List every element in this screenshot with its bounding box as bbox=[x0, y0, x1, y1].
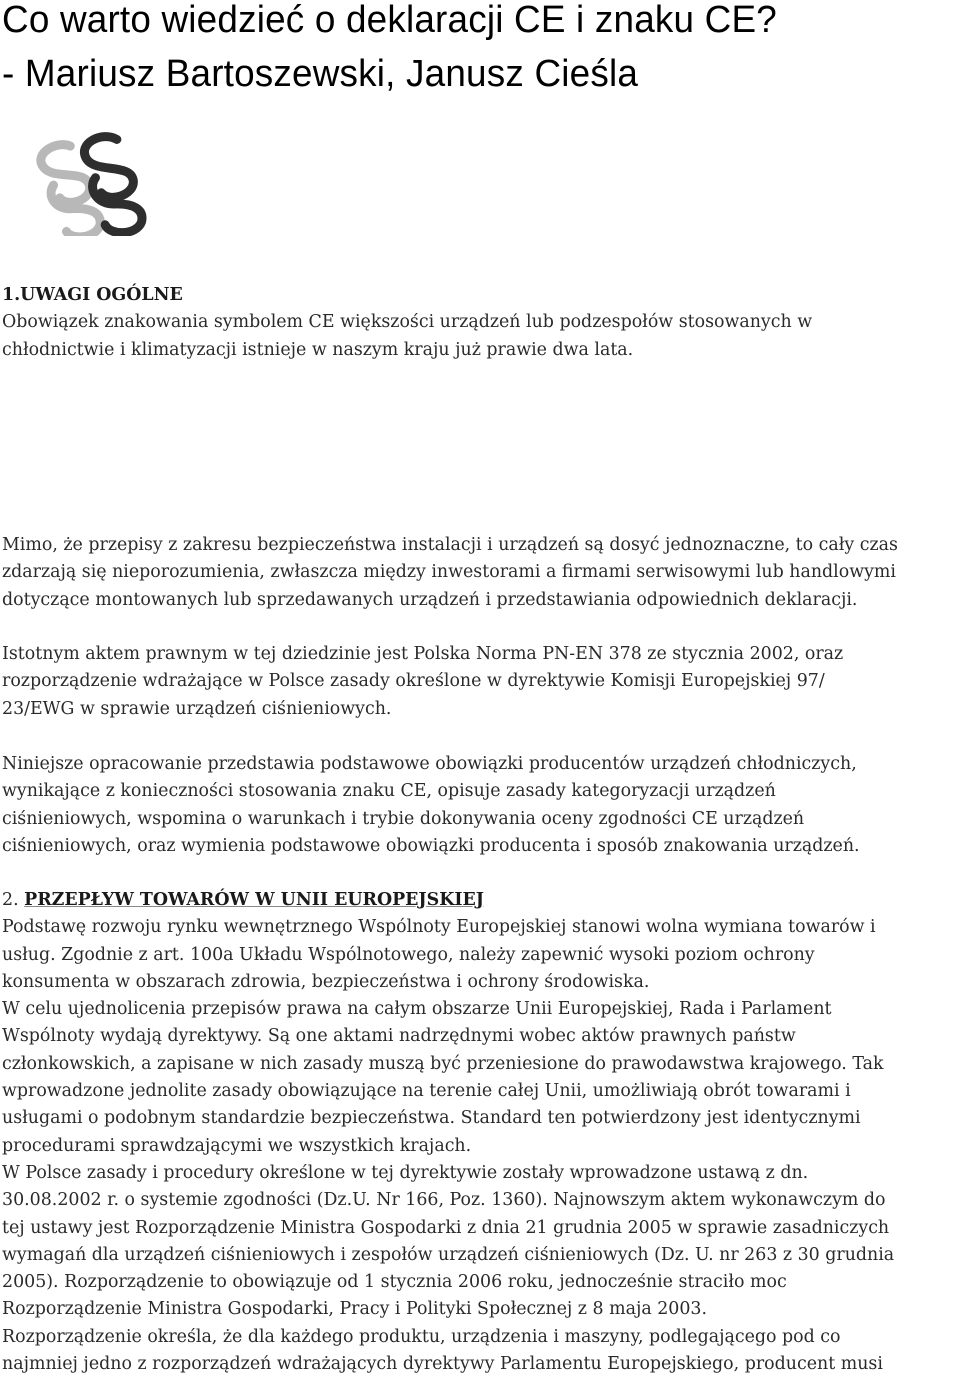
text-line: W Polsce zasady i procedury określone w tej dyrektywie zostały wprowadzone ustawą z dn. bbox=[2, 1162, 809, 1183]
section-1-paragraph bbox=[2, 309, 958, 364]
text-line: usług. Zgodnie z art. 100a Układu Wspólnotowego, należy zapewnić wysoki poziom ochrony bbox=[2, 944, 815, 965]
text-line: Podstawę rozwoju rynku wewnętrznego Wspólnoty Europejskiej stanowi wolna wymiana towarów i bbox=[2, 917, 876, 938]
paragraph-3 bbox=[2, 641, 958, 723]
text-line: ciśnieniowych, wspomina o warunkach i trybie dokonywania oceny zgodności CE urządzeń bbox=[2, 808, 805, 829]
section-2-number: 2. bbox=[2, 890, 25, 910]
text-line: Niniejsze opracowanie przedstawia podstawowe obowiązki producentów urządzeń chłodniczych, bbox=[2, 754, 857, 774]
text-line: Mimo, że przepisy z zakresu bezpieczeństwa instalacji i urządzeń są dosyć jednoznaczne, to cały czas bbox=[2, 535, 898, 555]
text-line: procedurami sprawdzającymi we wszystkich krajach. bbox=[2, 1135, 472, 1156]
text-line: konsumenta w obszarach zdrowia, bezpieczeństwa i ochrony środowiska. bbox=[2, 971, 650, 992]
text-line: 23/EWG w sprawie urządzeń ciśnieniowych. bbox=[2, 698, 392, 719]
text-line: chłodnictwie i klimatyzacji istnieje w naszym kraju już prawie dwa lata. bbox=[2, 339, 634, 360]
text-line: rozporządzenie wdrażające w Polsce zasady określone w dyrektywie Komisji Europejskiej 97/ bbox=[2, 671, 825, 692]
text-line: członkowskich, a zapisane w nich zasady muszą być przeniesione do prawodawstwa krajowego. Tak bbox=[2, 1053, 884, 1074]
text-line: 30.08.2002 r. o systemie zgodności (Dz.U. Nr 166, Poz. 1360). Najnowszym aktem wykonawczym do bbox=[2, 1190, 886, 1211]
paragraph-section-sign-icon bbox=[26, 128, 164, 236]
text-line: wynikające z konieczności stosowania znaku CE, opisuje zasady kategoryzacji urządzeń bbox=[2, 781, 776, 802]
paragraph-2 bbox=[2, 532, 958, 614]
section-2-heading-text: PRZEPŁYW TOWARÓW W UNII EUROPEJSKIEJ bbox=[24, 890, 484, 910]
text-line: 2005). Rozporządzenie to obowiązuje od 1 stycznia 2006 roku, jednocześnie straciło moc bbox=[2, 1272, 787, 1293]
section-1 bbox=[2, 282, 958, 364]
text-line: wprowadzone jednolite zasady obowiązujące na terenie całej Unii, umożliwiają obrót towarami i bbox=[2, 1081, 851, 1102]
text-line: wymagań dla urządzeń ciśnieniowych i zespołów urządzeń ciśnieniowych (Dz. U. nr 263 z 30 grudnia bbox=[2, 1244, 895, 1265]
text-line: dotyczące montowanych lub sprzedawanych urządzeń i przedstawiania odpowiednich deklaracji. bbox=[2, 589, 858, 610]
text-line: Rozporządzenie określa, że dla każdego produktu, urządzenia i maszyny, podlegającego pod co bbox=[2, 1326, 841, 1347]
text-line: W celu ujednolicenia przepisów prawa na całym obszarze Unii Europejskiej, Rada i Parlament bbox=[2, 999, 832, 1020]
text-line: zdarzają się nieporozumienia, zwłaszcza między inwestorami a firmami serwisowymi lub handlowymi bbox=[2, 562, 896, 583]
text-line: Obowiązek znakowania symbolem CE większości urządzeń lub podzespołów stosowanych w bbox=[2, 312, 813, 333]
section-2-body bbox=[2, 914, 958, 1378]
text-line: najmniej jedno z rozporządzeń wdrażających dyrektywy Parlamentu Europejskiego, producent musi bbox=[2, 1354, 883, 1375]
text-line: Wspólnoty wydają dyrektywy. Są one aktami nadrzędnymi wobec aktów prawnych państw bbox=[2, 1026, 796, 1047]
title-line-1: Co warto wiedzieć o deklaracji CE i znaku CE? bbox=[2, 0, 777, 41]
text-line: Istotnym aktem prawnym w tej dziedzinie jest Polska Norma PN-EN 378 ze stycznia 2002, oraz bbox=[2, 644, 844, 664]
section-2-heading bbox=[2, 887, 958, 914]
title-line-2: - Mariusz Bartoszewski, Janusz Cieśla bbox=[2, 53, 639, 95]
document-title bbox=[2, 0, 777, 98]
text-line: tej ustawy jest Rozporządzenie Ministra Gospodarki z dnia 21 grudnia 2005 w sprawie zasadniczych bbox=[2, 1217, 890, 1238]
paragraph-4 bbox=[2, 751, 958, 860]
text-line: Rozporządzenie Ministra Gospodarki, Pracy i Polityki Społecznej z 8 maja 2003. bbox=[2, 1299, 708, 1320]
section-2 bbox=[2, 887, 958, 1378]
section-1-heading: 1.UWAGI OGÓLNE bbox=[2, 285, 183, 305]
text-line: usługami o podobnym standardzie bezpieczeństwa. Standard ten potwierdzony jest identycznymi bbox=[2, 1108, 861, 1129]
text-line: ciśnieniowych, oraz wymienia podstawowe obowiązki producenta i sposób znakowania urządzeń. bbox=[2, 835, 860, 856]
